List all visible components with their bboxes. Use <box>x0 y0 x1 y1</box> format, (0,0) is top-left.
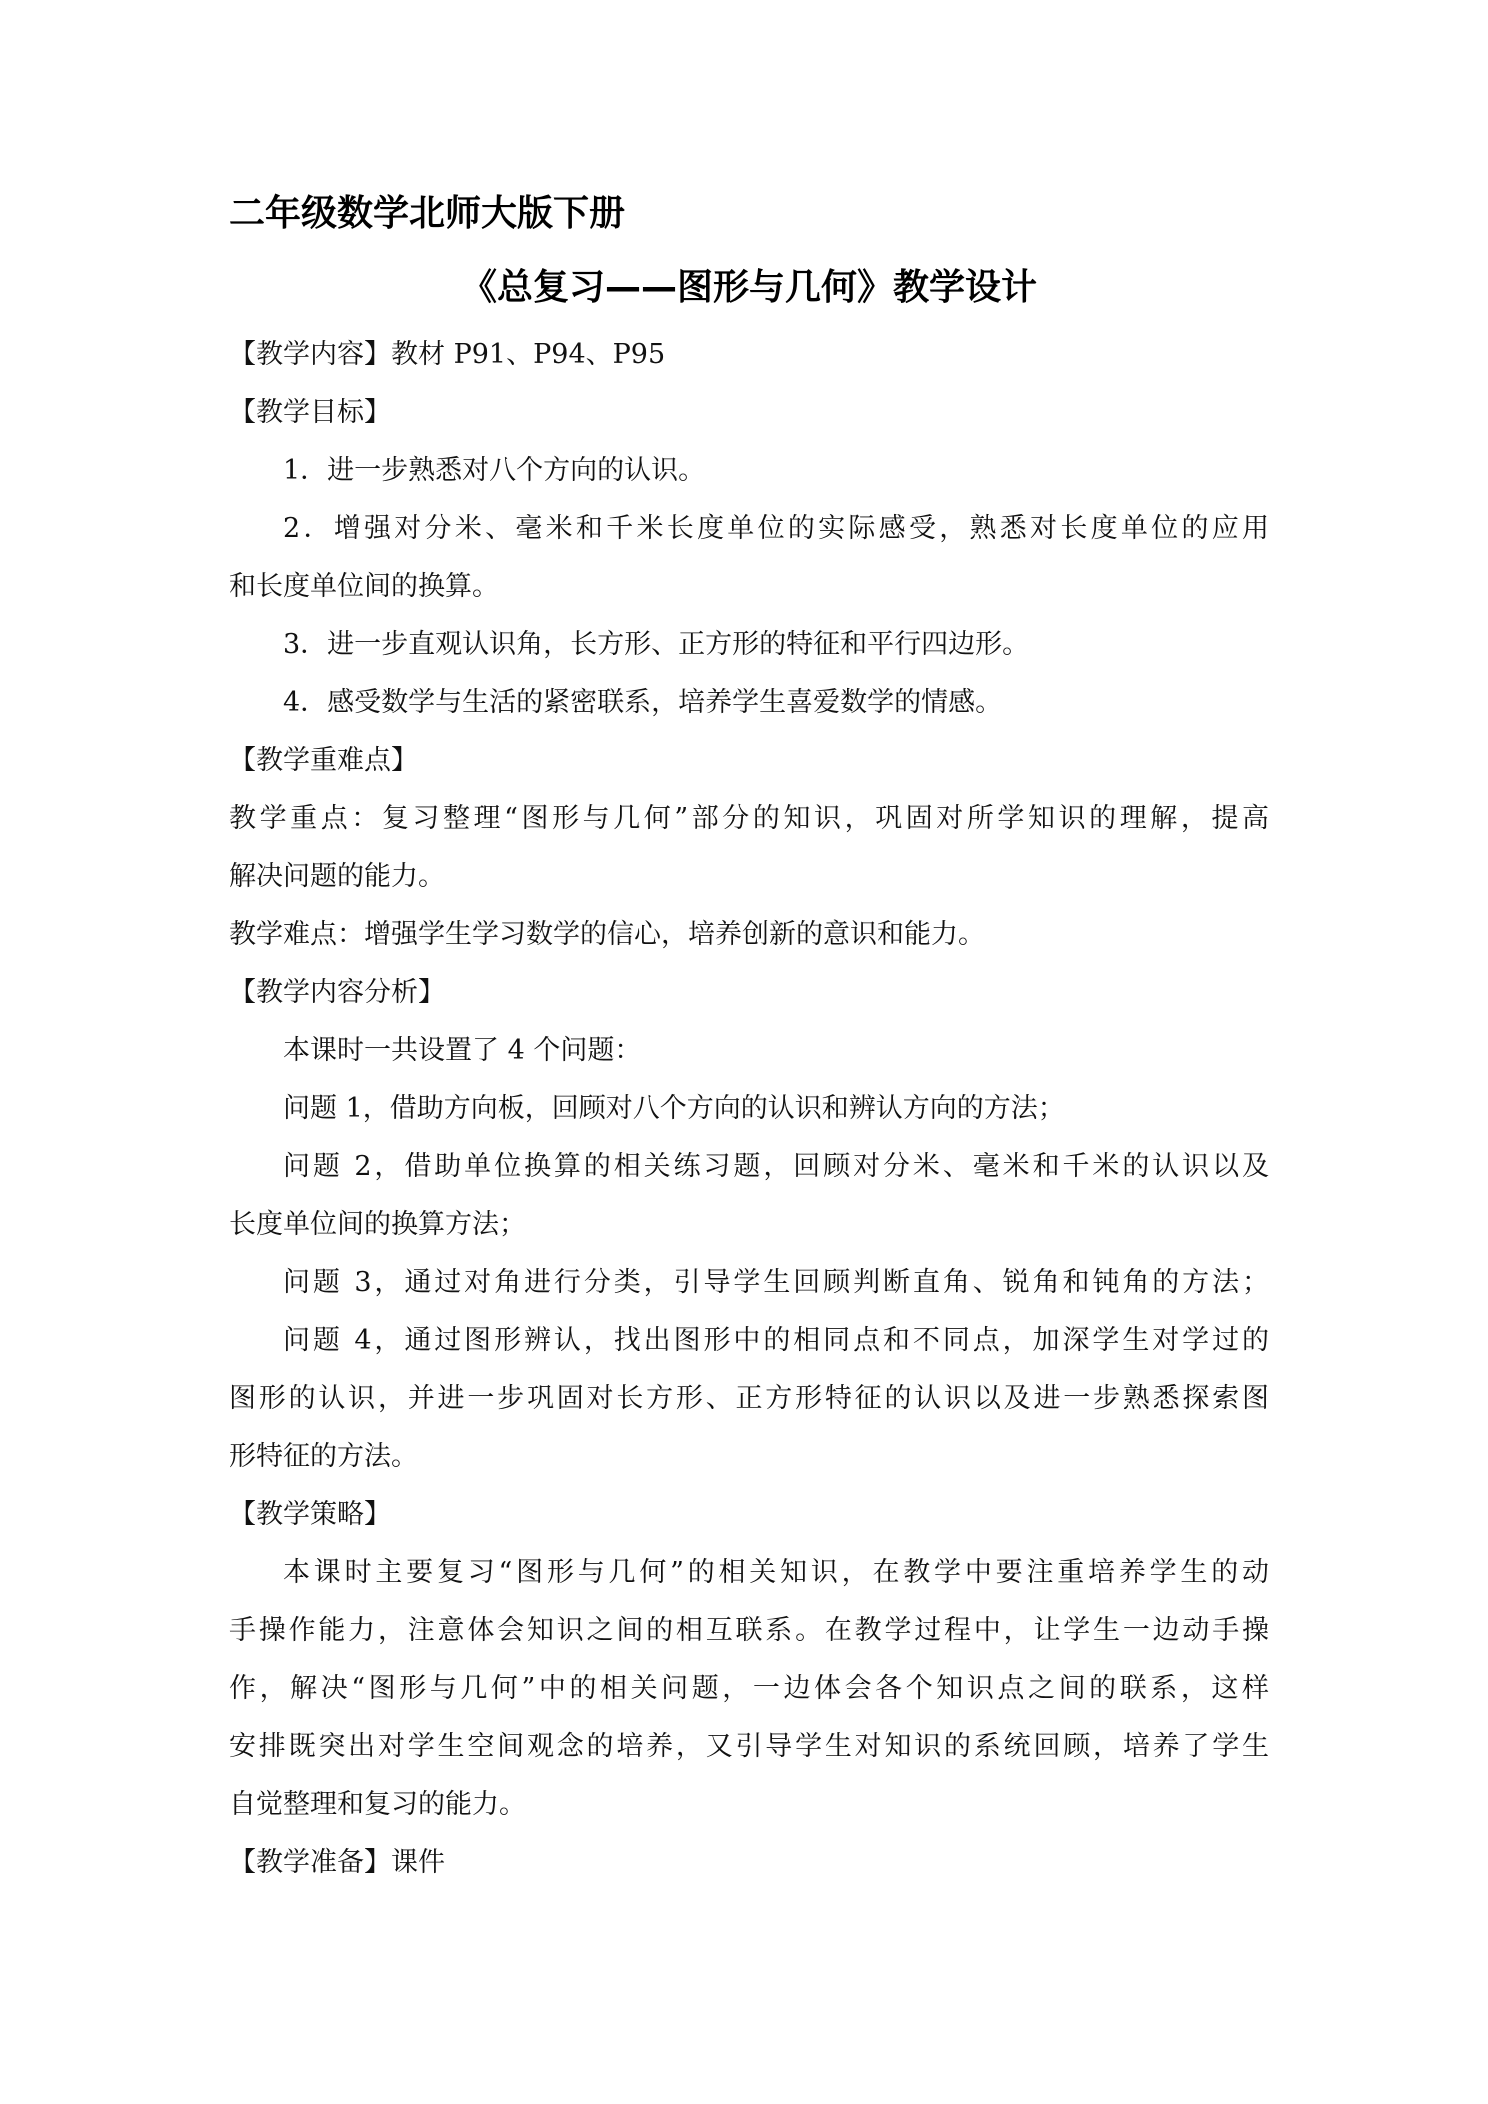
preparation-text: 课件 <box>391 1847 445 1878</box>
analysis-question-2-line-1: 问题 2，借助单位换算的相关练习题，回顾对分米、毫米和千米的认识以及 <box>283 1151 1269 1182</box>
preparation-line <box>229 1834 1269 1892</box>
teaching-content-line <box>229 326 1269 384</box>
analysis-intro: 本课时一共设置了 4 个问题： <box>283 1035 642 1066</box>
strategy-line-1: 本课时主要复习“图形与几何”的相关知识，在教学中要注重培养学生的动 <box>283 1557 1269 1588</box>
goal-item-2-line-1: 2．增强对分米、毫米和千米长度单位的实际感受，熟悉对长度单位的应用 <box>283 513 1269 544</box>
section-heading-key-points: 【教学重难点】 <box>229 745 418 776</box>
section-heading-teaching-content: 【教学内容】 <box>229 339 391 370</box>
analysis-question-1: 问题 1，借助方向板，回顾对八个方向的认识和辨认方向的方法； <box>283 1093 1065 1124</box>
key-point-difficulty: 教学难点：增强学生学习数学的信心，培养创新的意识和能力。 <box>229 919 985 950</box>
document-subtitle: 《总复习——图形与几何》教学设计 <box>460 267 1037 308</box>
section-heading-teaching-goals: 【教学目标】 <box>229 397 391 428</box>
strategy-line-2: 手操作能力，注意体会知识之间的相互联系。在教学过程中，让学生一边动手操 <box>229 1615 1269 1646</box>
section-heading-strategy: 【教学策略】 <box>229 1499 391 1530</box>
goal-item-2-line-2: 和长度单位间的换算。 <box>229 571 499 602</box>
key-point-focus-line-2: 解决问题的能力。 <box>229 861 445 892</box>
teaching-content-text: 教材 P91、P94、P95 <box>391 339 666 370</box>
analysis-question-3: 问题 3，通过对角进行分类，引导学生回顾判断直角、锐角和钝角的方法； <box>283 1267 1269 1298</box>
goal-item-3: 3．进一步直观认识角，长方形、正方形的特征和平行四边形。 <box>283 629 1030 660</box>
goal-item-4: 4．感受数学与生活的紧密联系，培养学生喜爱数学的情感。 <box>283 687 1003 718</box>
strategy-line-5: 自觉整理和复习的能力。 <box>229 1789 526 1820</box>
analysis-question-2-line-2: 长度单位间的换算方法； <box>229 1209 526 1240</box>
analysis-question-4-line-2: 图形的认识，并进一步巩固对长方形、正方形特征的认识以及进一步熟悉探索图 <box>229 1383 1269 1414</box>
strategy-line-4: 安排既突出对学生空间观念的培养，又引导学生对知识的系统回顾，培养了学生 <box>229 1731 1269 1762</box>
analysis-question-4-line-1: 问题 4，通过图形辨认，找出图形中的相同点和不同点，加深学生对学过的 <box>283 1325 1269 1356</box>
section-heading-content-analysis: 【教学内容分析】 <box>229 977 445 1008</box>
document-title: 二年级数学北师大版下册 <box>229 193 626 234</box>
strategy-line-3: 作，解决“图形与几何”中的相关问题，一边体会各个知识点之间的联系，这样 <box>229 1673 1269 1704</box>
key-point-focus-line-1: 教学重点：复习整理“图形与几何”部分的知识，巩固对所学知识的理解，提高 <box>229 803 1269 834</box>
section-heading-preparation: 【教学准备】 <box>229 1847 391 1878</box>
goal-item-1: 1．进一步熟悉对八个方向的认识。 <box>283 455 706 486</box>
analysis-question-4-line-3: 形特征的方法。 <box>229 1441 418 1472</box>
document-body <box>229 188 1269 1892</box>
